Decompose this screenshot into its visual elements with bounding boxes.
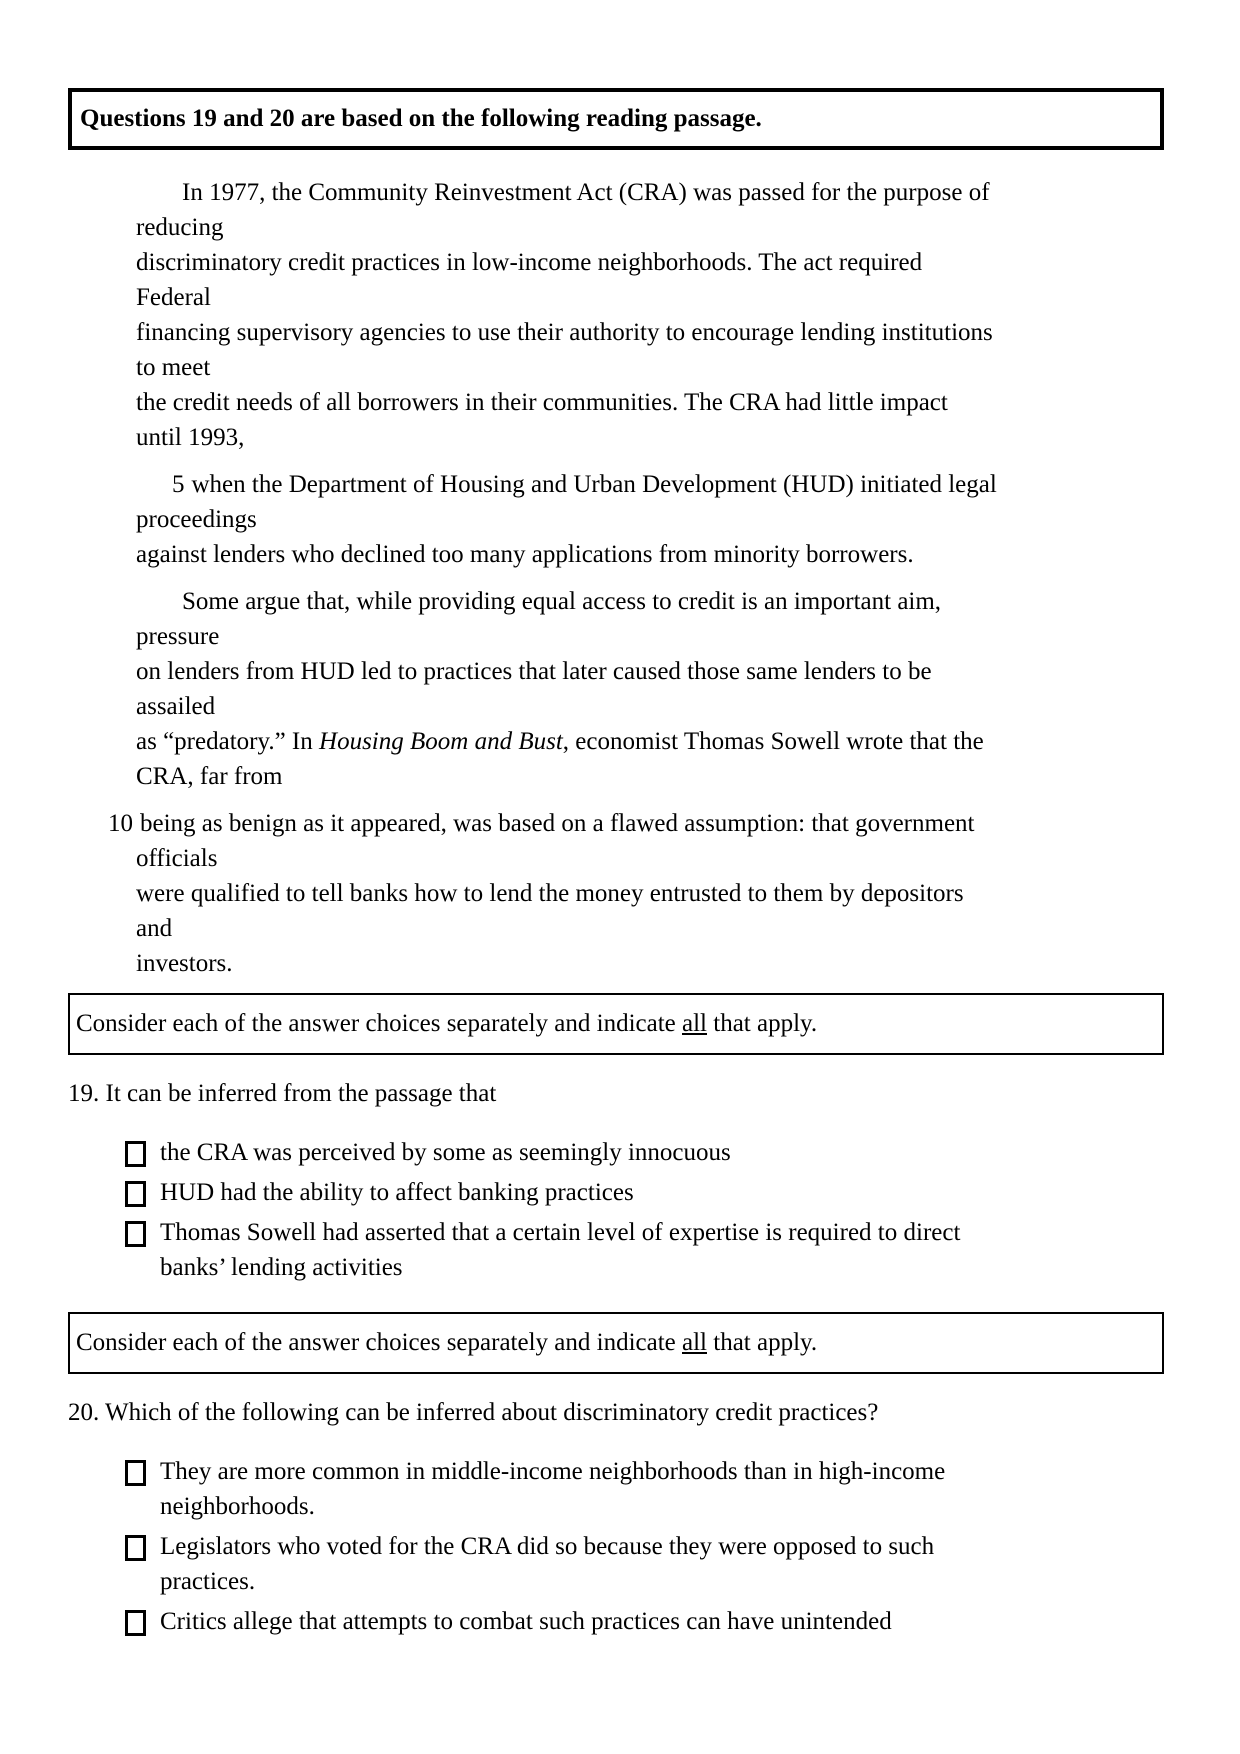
passage-line: reducing xyxy=(136,214,224,241)
question-20-options xyxy=(125,1454,1164,1639)
passage-line: to meet xyxy=(136,354,211,381)
passage-line: the credit needs of all borrowers in their communities. The CRA had little impact xyxy=(136,389,948,416)
passage-paragraph-1 xyxy=(136,175,1164,455)
book-title: Housing Boom and Bust xyxy=(319,728,563,755)
reading-passage xyxy=(108,175,1164,981)
passage-paragraph-4 xyxy=(108,806,1164,981)
passage-line: In 1977, the Community Reinvestment Act (CRA) was passed for the purpose of xyxy=(182,179,990,206)
checkbox-icon[interactable] xyxy=(125,1141,146,1167)
passage-line: on lenders from HUD led to practices that later caused those same lenders to be xyxy=(136,658,932,685)
passage-line: assailed xyxy=(136,693,216,720)
answer-option xyxy=(125,1529,1164,1599)
checkbox-icon[interactable] xyxy=(125,1460,146,1486)
answer-option-text: Critics allege that attempts to combat such practices can have unintended xyxy=(160,1608,892,1635)
checkbox-icon[interactable] xyxy=(125,1181,146,1207)
question-20-stem: 20. Which of the following can be inferred about discriminatory credit practices? xyxy=(68,1399,879,1426)
checkbox-icon[interactable] xyxy=(125,1221,146,1247)
passage-line: Some argue that, while providing equal access to credit is an important aim, xyxy=(182,588,942,615)
passage-paragraph-3 xyxy=(136,584,1164,794)
passage-header-box xyxy=(68,88,1164,150)
passage-line: until 1993, xyxy=(136,424,245,451)
passage-line: 10 being as benign as it appeared, was based on a flawed assumption: that government xyxy=(108,810,975,837)
passage-line: 5 when the Department of Housing and Urban Development (HUD) initiated legal xyxy=(172,471,997,498)
passage-paragraph-2 xyxy=(136,467,1164,572)
passage-line: Federal xyxy=(136,284,211,311)
answer-option-text: Thomas Sowell had asserted that a certain level of expertise is required to direct banks’ lending activities xyxy=(160,1219,961,1281)
passage-line: as “predatory.” In Housing Boom and Bust, economist Thomas Sowell wrote that the xyxy=(136,728,984,755)
passage-line: officials xyxy=(136,845,218,872)
passage-line: CRA, far from xyxy=(136,763,283,790)
question-19-options xyxy=(125,1135,1164,1285)
answer-option-text: HUD had the ability to affect banking practices xyxy=(160,1179,634,1206)
checkbox-icon[interactable] xyxy=(125,1610,146,1636)
checkbox-icon[interactable] xyxy=(125,1535,146,1561)
answer-option xyxy=(125,1175,1164,1210)
underlined-word: all xyxy=(682,1329,707,1356)
passage-header-title: Questions 19 and 20 are based on the following reading passage. xyxy=(80,105,762,132)
passage-line: proceedings xyxy=(136,506,257,533)
instruction-box-2: Consider each of the answer choices separately and indicate all that apply. xyxy=(68,1312,1164,1374)
answer-option xyxy=(125,1215,1164,1285)
passage-line: investors. xyxy=(136,950,233,977)
passage-line: discriminatory credit practices in low-income neighborhoods. The act required xyxy=(136,249,923,276)
passage-line: against lenders who declined too many applications from minority borrowers. xyxy=(136,541,914,568)
passage-line: financing supervisory agencies to use their authority to encourage lending institutions xyxy=(136,319,993,346)
answer-option xyxy=(125,1135,1164,1170)
passage-line: pressure xyxy=(136,623,220,650)
answer-option xyxy=(125,1604,1164,1639)
passage-line: were qualified to tell banks how to lend the money entrusted to them by depositors xyxy=(136,880,964,907)
passage-line-number: 10 xyxy=(108,810,133,837)
answer-option-text: the CRA was perceived by some as seemingly innocuous xyxy=(160,1139,731,1166)
underlined-word: all xyxy=(682,1010,707,1037)
passage-line: and xyxy=(136,915,173,942)
question-19-stem: 19. It can be inferred from the passage that xyxy=(68,1080,497,1107)
answer-option xyxy=(125,1454,1164,1524)
instruction-box-1: Consider each of the answer choices separately and indicate all that apply. xyxy=(68,993,1164,1055)
answer-option-text: They are more common in middle-income neighborhoods than in high-income neighborhoods. xyxy=(160,1458,946,1520)
passage-line-number: 5 xyxy=(172,471,185,498)
answer-option-text: Legislators who voted for the CRA did so because they were opposed to such practices. xyxy=(160,1533,935,1595)
